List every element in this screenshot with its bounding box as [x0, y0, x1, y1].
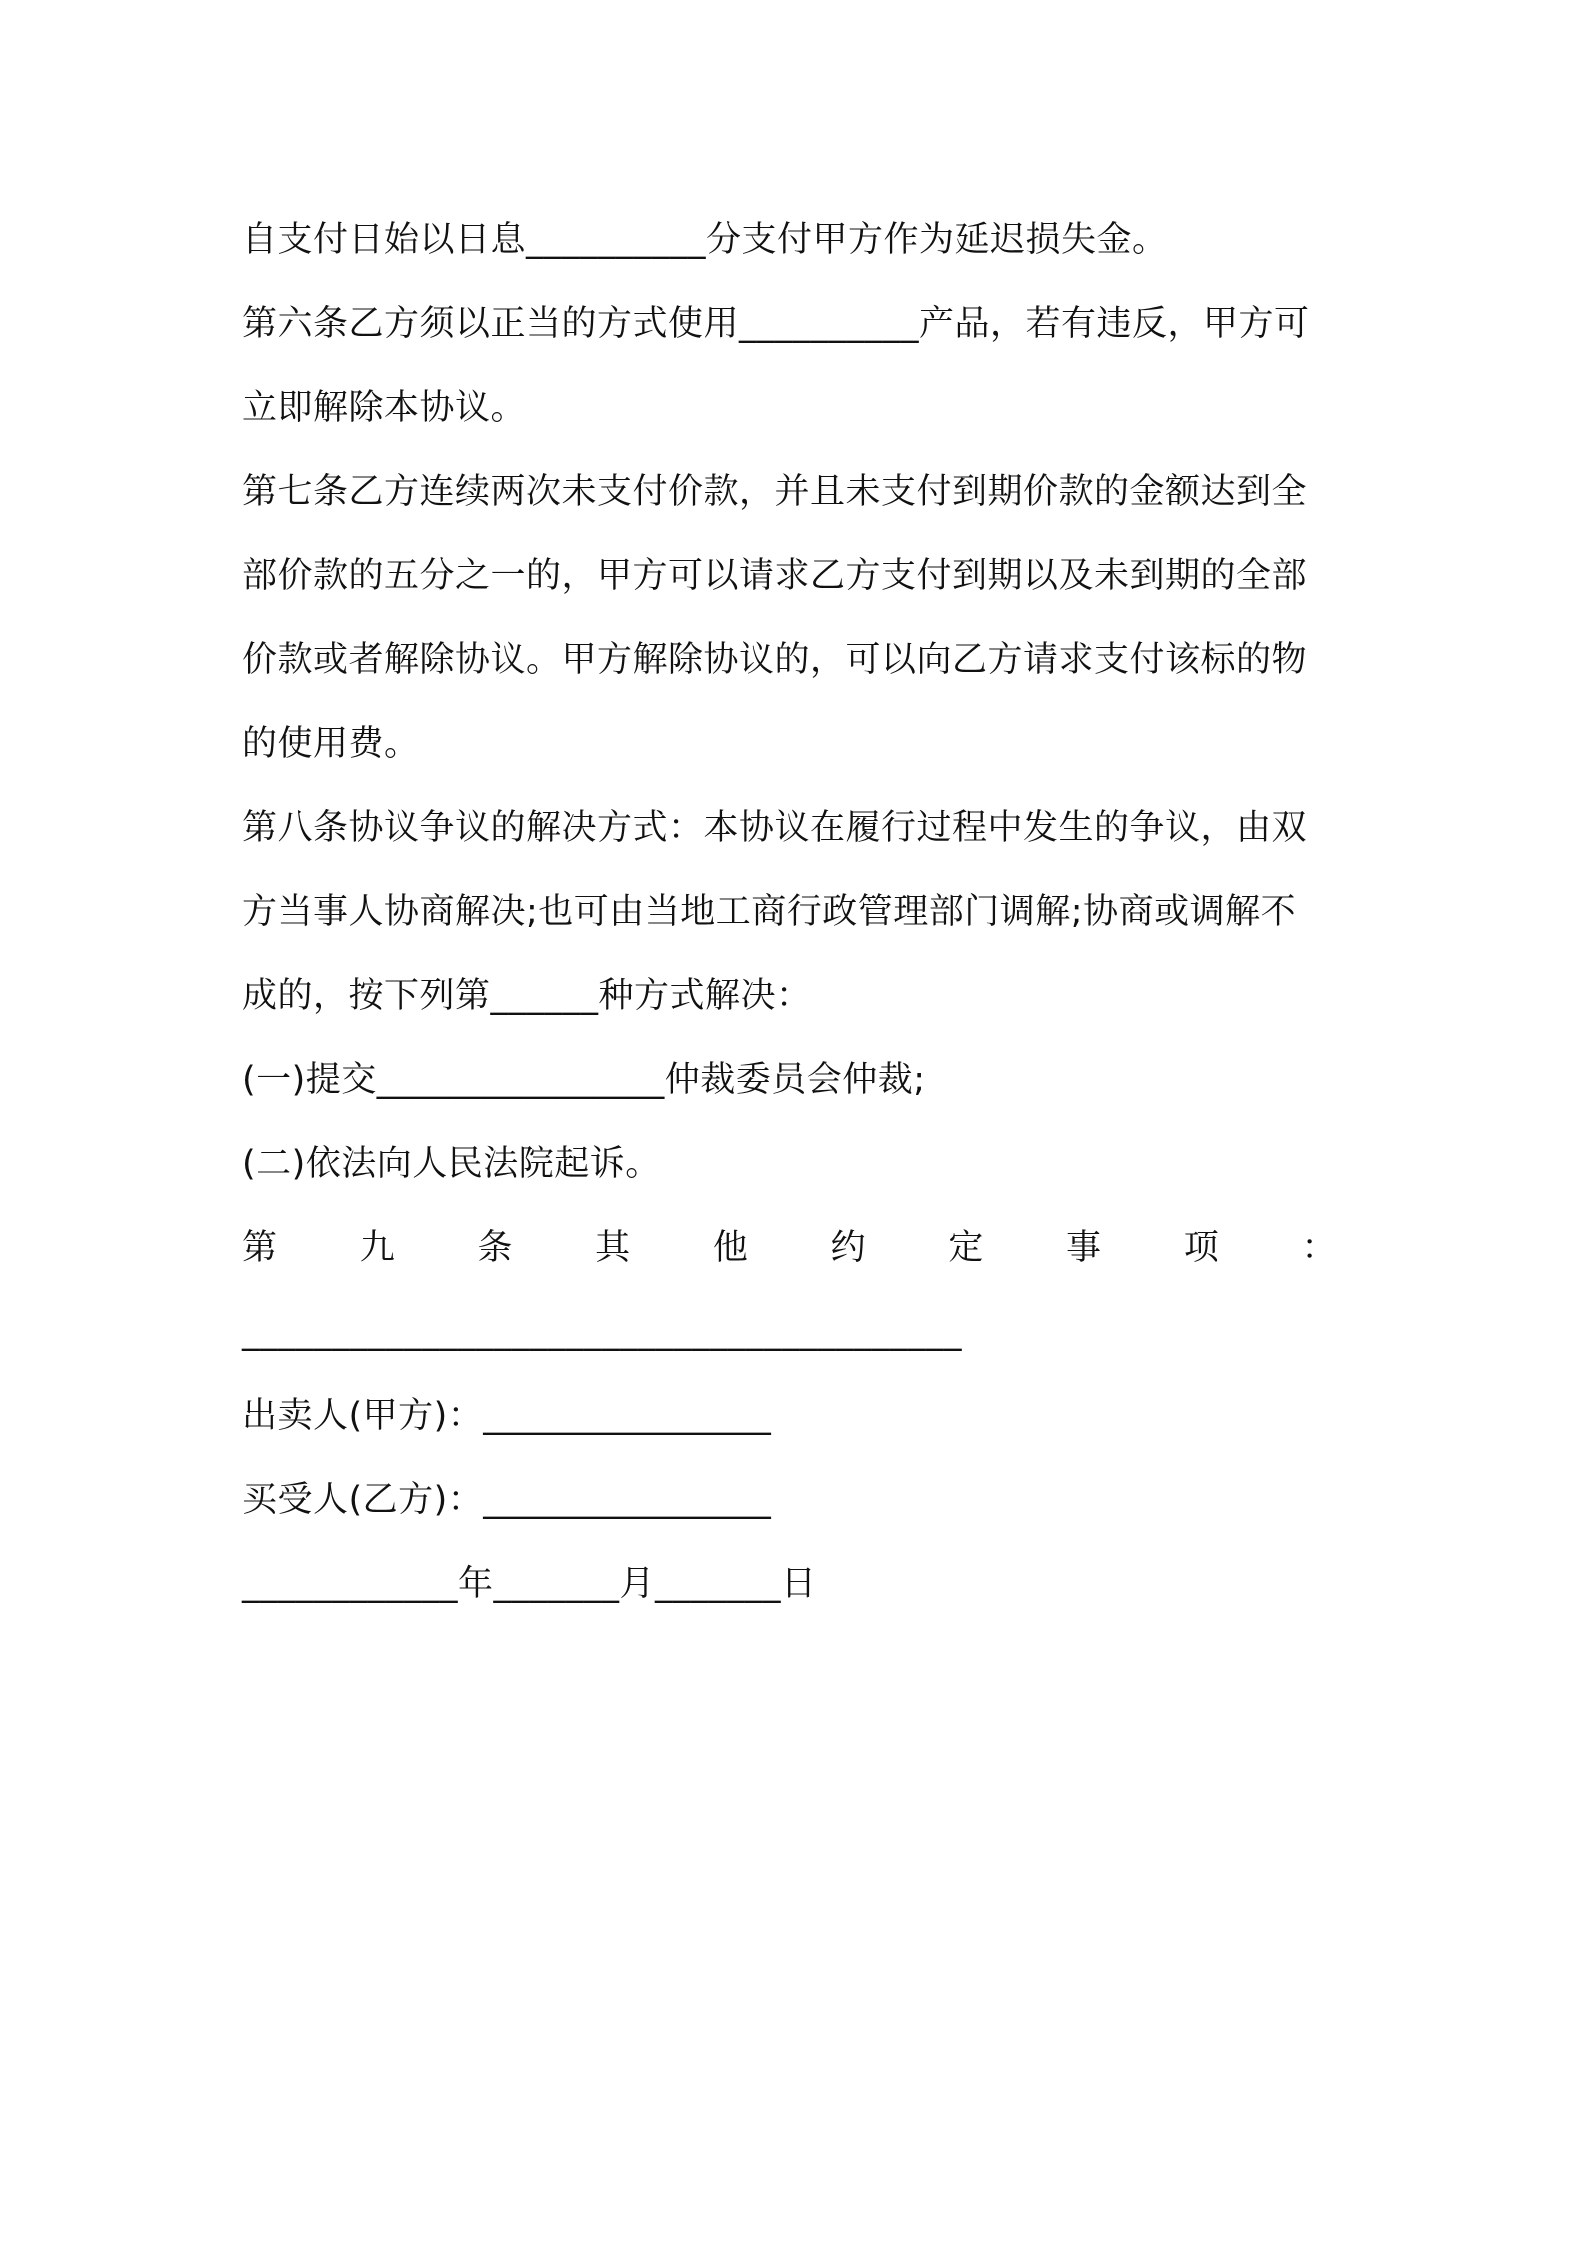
- paragraph-line: 第六条乙方须以正当的方式使用__________产品，若有违反，甲方可: [242, 304, 1310, 344]
- paragraph-line: (二)依法向人民法院起诉。: [242, 1144, 661, 1184]
- paragraph-line: 自支付日始以日息__________分支付甲方作为延迟损失金。: [242, 220, 1168, 260]
- article-9-blank: ________________________________________: [242, 1312, 962, 1352]
- paragraph-line: 的使用费。: [242, 724, 420, 764]
- article-9-heading: [242, 1206, 1337, 1290]
- paragraph-line: (一)提交________________仲裁委员会仲裁;: [242, 1060, 926, 1100]
- paragraph-line: 第八条协议争议的解决方式：本协议在履行过程中发生的争议，由双: [242, 808, 1308, 848]
- article-9-char: ：: [1301, 1228, 1337, 1268]
- paragraph-line: 部价款的五分之一的，甲方可以请求乙方支付到期以及未到期的全部: [242, 556, 1308, 596]
- seller-signature-line: 出卖人(甲方)：________________: [242, 1396, 772, 1436]
- article-9-char: 项: [1183, 1228, 1220, 1268]
- paragraph-line: 第七条乙方连续两次未支付价款，并且未支付到期价款的金额达到全: [242, 472, 1308, 512]
- paragraph-line: 成的，按下列第______种方式解决：: [242, 976, 812, 1016]
- article-9-char: 约: [830, 1228, 867, 1268]
- document-body: [242, 198, 1352, 1626]
- paragraph-line: 方当事人协商解决;也可由当地工商行政管理部门调解;协商或调解不: [242, 892, 1297, 932]
- date-line: ____________年_______月_______日: [242, 1564, 817, 1604]
- article-9-char: 第: [242, 1228, 278, 1268]
- article-9-char: 他: [712, 1228, 749, 1268]
- article-9-char: 条: [477, 1228, 513, 1268]
- article-9-char: 事: [1066, 1228, 1102, 1268]
- paragraph-line: 立即解除本协议。: [242, 388, 527, 428]
- buyer-signature-line: 买受人(乙方)：________________: [242, 1480, 772, 1520]
- article-9-char: 其: [595, 1228, 631, 1268]
- paragraph-line: 价款或者解除协议。甲方解除协议的，可以向乙方请求支付该标的物: [242, 640, 1308, 680]
- article-9-char: 定: [948, 1228, 984, 1268]
- article-9-char: 九: [359, 1228, 396, 1268]
